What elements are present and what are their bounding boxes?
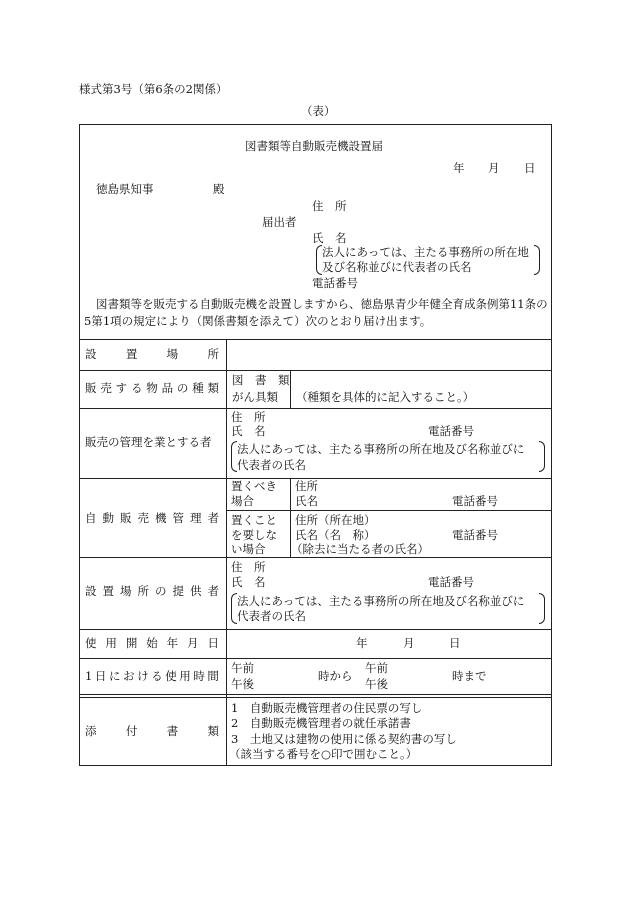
start-date-year: 年 xyxy=(356,636,368,650)
hours-pm-start: 午後 xyxy=(231,677,254,691)
machine-b-note: （除去に当たる者の氏名） xyxy=(291,542,429,556)
goods-toys: がん具類 xyxy=(232,390,278,404)
machine-case-b-line-2: を要しな xyxy=(231,528,277,542)
date-day: 日 xyxy=(524,161,536,175)
body-text-line-2: 5第1項の規定により（関係書類を添えて）次のとおり届け出ます。 xyxy=(84,314,432,328)
provider-note-1: 法人にあっては、主たる事務所の所在地及び名称並びに xyxy=(237,594,525,608)
machine-case-b-line-3: い場合 xyxy=(231,542,266,556)
machine-case-b-line-1: 置くこと xyxy=(231,513,277,527)
sales-manager-name: 氏 名 xyxy=(231,424,266,438)
provider-address: 住 所 xyxy=(231,560,266,574)
machine-a-name: 氏名 xyxy=(295,494,318,508)
attachment-item-1: 1 自動販売機管理者の住民票の写し xyxy=(231,701,423,715)
label-provider: 設 置 場 所 の 提 供 者 xyxy=(85,584,219,598)
label-hours: 1 日 に お け る 使 用 時 間 xyxy=(85,669,219,683)
notifier-label: 届出者 xyxy=(262,215,297,229)
attachment-item-3: 3 土地又は建物の使用に係る契約書の写し xyxy=(231,732,457,746)
provider-note-2: 代表者の氏名 xyxy=(237,609,306,623)
goods-note: （種類を具体的に記入すること。） xyxy=(296,390,475,404)
body-text-line-1: 図書類等を販売する自動販売機を設置しますから、徳島県青少年健全育成条例第11条の xyxy=(96,297,548,311)
notifier-address-label: 住 所 xyxy=(312,199,347,213)
date-month: 月 xyxy=(488,161,500,175)
machine-case-a-line-1: 置くべき xyxy=(231,479,277,493)
machine-a-address: 住所 xyxy=(295,479,318,493)
hours-am-start: 午前 xyxy=(231,661,254,675)
notifier-name-label: 氏 名 xyxy=(312,231,347,245)
notifier-corp-note-1: 法人にあっては、主たる事務所の所在地 xyxy=(322,245,529,259)
label-attachments: 添 付 書 類 xyxy=(85,724,219,738)
addressee-honorific: 殿 xyxy=(213,182,225,196)
machine-b-name: 氏名（名 称） xyxy=(295,528,376,542)
attachments-note: （該当する番号を○印で囲むこと。） xyxy=(229,747,418,761)
notifier-corp-note-2: 及び名称並びに代表者の氏名 xyxy=(322,260,472,274)
machine-case-a-line-2: 場合 xyxy=(231,494,254,508)
sales-manager-brace-right xyxy=(539,441,545,472)
date-year: 年 xyxy=(453,161,465,175)
machine-b-address: 住所（所在地） xyxy=(295,513,376,527)
provider-phone: 電話番号 xyxy=(428,575,474,589)
form-title: 図書類等自動販売機設置届 xyxy=(245,139,383,153)
label-sales-manager: 販売の管理を業とする者 xyxy=(85,435,212,449)
label-machine-manager: 自 動 販 売 機 管 理 者 xyxy=(85,511,219,525)
notifier-phone-label: 電話番号 xyxy=(312,276,358,290)
start-date-month: 月 xyxy=(403,636,415,650)
sales-manager-note-2: 代表者の氏名 xyxy=(237,458,306,472)
hours-pm-end: 午後 xyxy=(365,677,388,691)
side-indicator: （表） xyxy=(301,104,336,118)
hours-from: 時から xyxy=(318,669,353,683)
addressee-name: 徳島県知事 xyxy=(96,182,154,196)
form-number: 様式第3号（第6条の2関係） xyxy=(79,82,228,96)
provider-name: 氏 名 xyxy=(231,575,266,589)
attachment-item-2: 2 自動販売機管理者の就任承諾書 xyxy=(231,716,411,730)
provider-brace-right xyxy=(539,593,545,624)
machine-a-phone: 電話番号 xyxy=(452,494,498,508)
sales-manager-note-1: 法人にあっては、主たる事務所の所在地及び名称並びに xyxy=(237,442,525,456)
start-date-day: 日 xyxy=(449,636,461,650)
goods-books: 図 書 類 xyxy=(232,373,290,387)
sales-manager-address: 住 所 xyxy=(231,410,266,424)
label-location: 設 置 場 所 xyxy=(85,347,219,361)
label-start-date: 使 用 開 始 年 月 日 xyxy=(85,636,219,650)
label-goods: 販 売 す る 物 品 の 種 類 xyxy=(85,381,219,395)
hours-until: 時まで xyxy=(452,669,487,683)
machine-b-phone: 電話番号 xyxy=(452,528,498,542)
notifier-note-brace-right xyxy=(534,245,540,275)
sales-manager-phone: 電話番号 xyxy=(428,424,474,438)
hours-am-end: 午前 xyxy=(365,661,388,675)
